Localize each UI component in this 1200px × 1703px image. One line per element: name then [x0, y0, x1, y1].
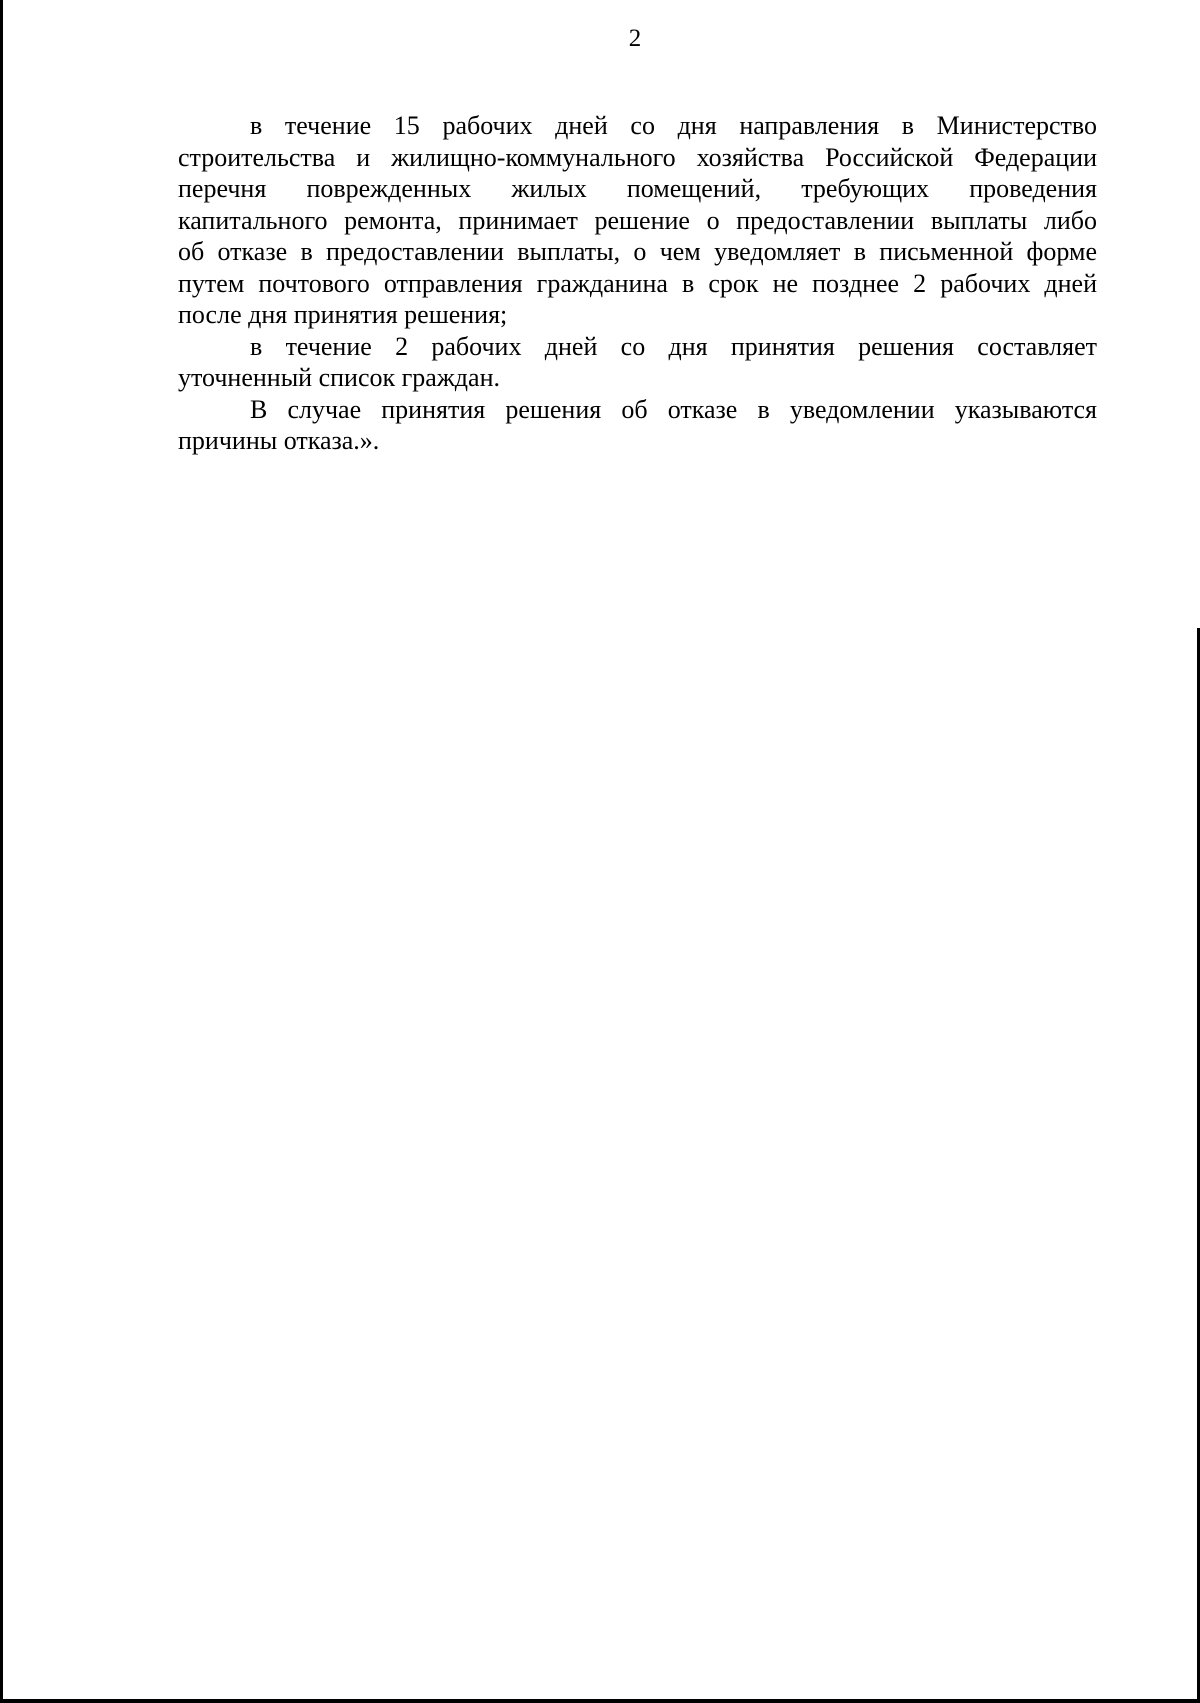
paragraph-3 [178, 394, 1097, 457]
text-line: в течение 15 рабочих дней со дня направления в Министерство [250, 111, 1097, 140]
text-line: уточненный список граждан. [178, 363, 500, 392]
page-number: 2 [628, 25, 642, 52]
text-line: причины отказа.». [178, 426, 380, 455]
text-line: после дня принятия решения; [178, 300, 508, 329]
text-line: строительства и жилищно-коммунального хозяйства Российской Федерации [178, 142, 1097, 172]
paragraph-1 [178, 110, 1097, 331]
text-line: об отказе в предоставлении выплаты, о чем уведомляет в письменной форме [178, 237, 1097, 266]
text-line: путем почтового отправления гражданина в срок не позднее 2 рабочих дней [178, 268, 1097, 298]
text-line: В случае принятия решения об отказе в уведомлении указываются [250, 394, 1097, 424]
scan-edge-bottom [0, 1699, 1200, 1703]
text-line: перечня поврежденных жилых помещений, требующих проведения [178, 174, 1097, 203]
text-line: в течение 2 рабочих дней со дня принятия решения составляет [250, 331, 1097, 361]
text-line: капитального ремонта, принимает решение о предоставлении выплаты либо [178, 205, 1097, 235]
paragraph-2 [178, 331, 1097, 394]
document-body [178, 110, 1097, 457]
scan-edge-left [0, 0, 3, 1703]
